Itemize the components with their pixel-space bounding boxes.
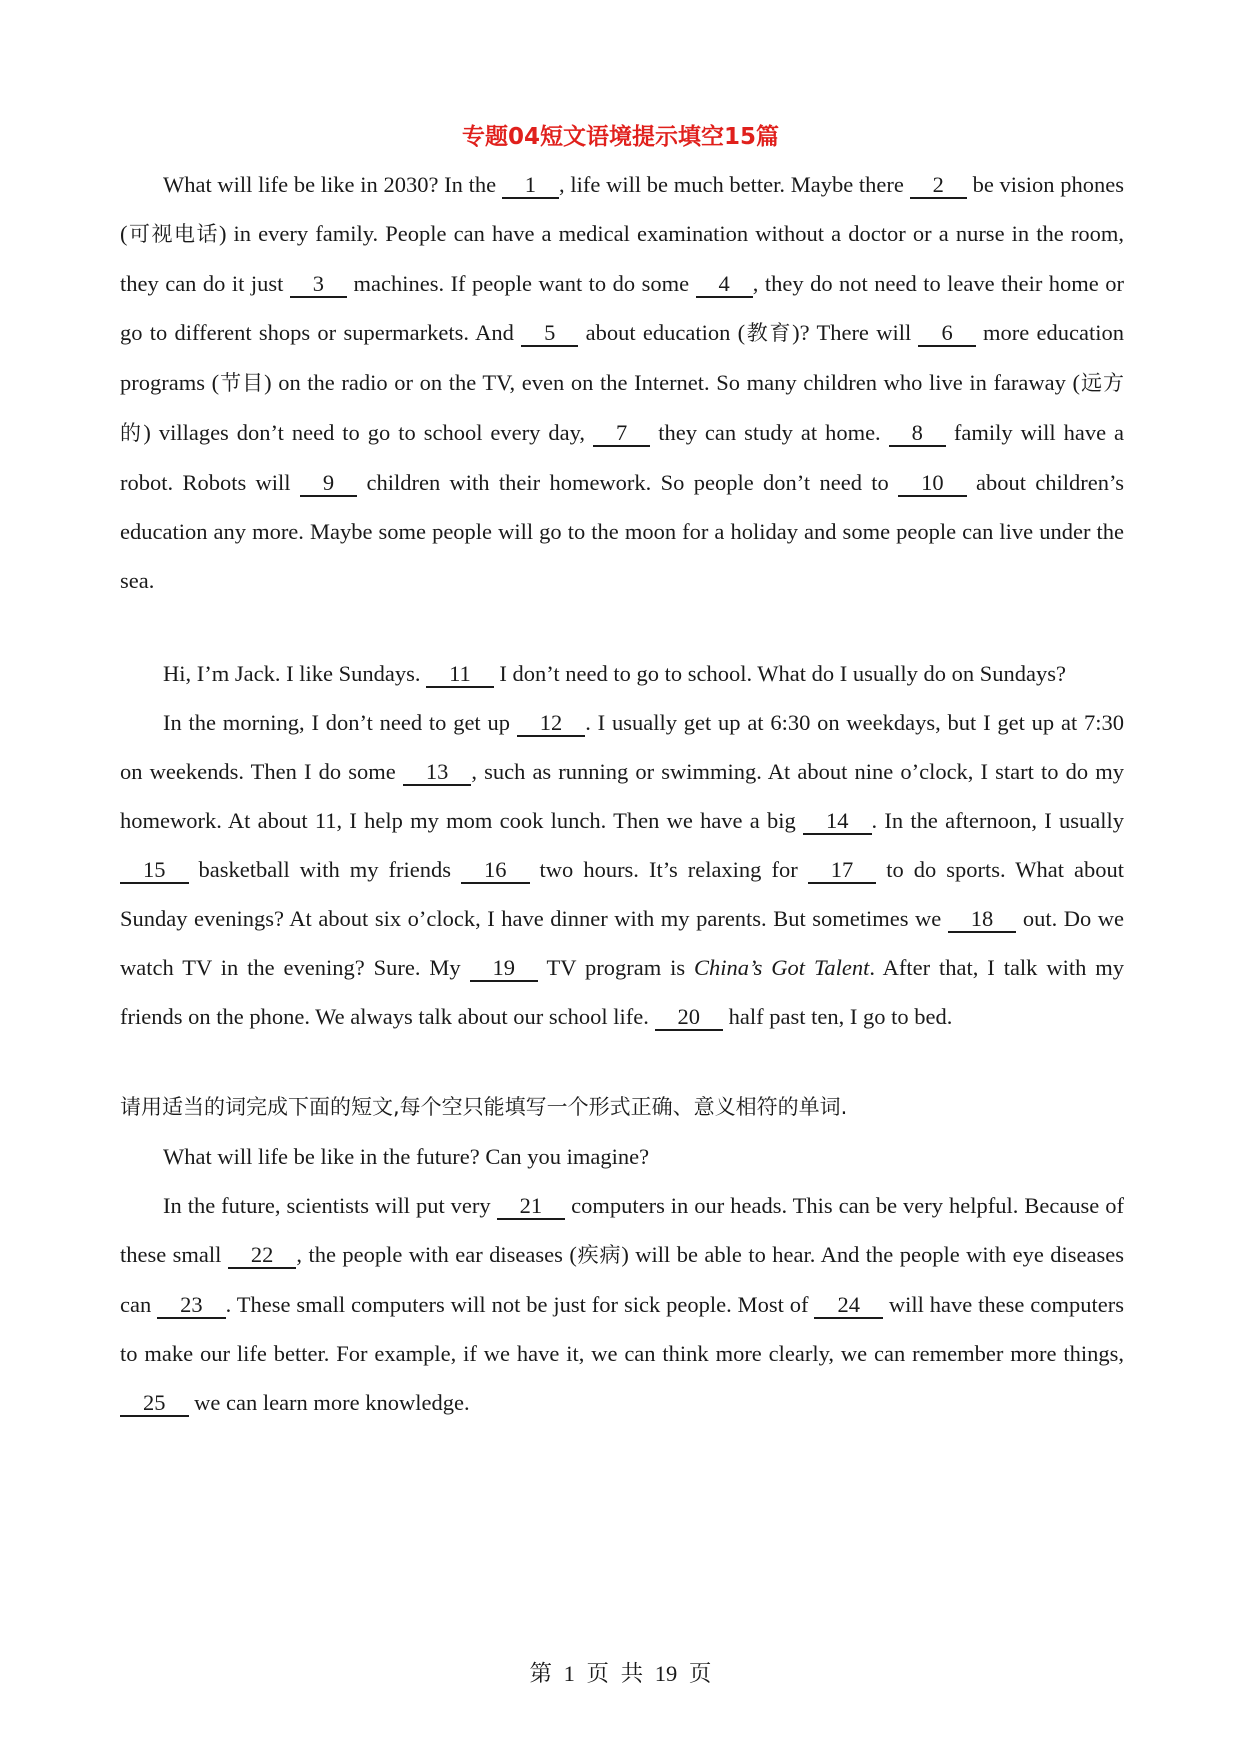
blank-2: 2 bbox=[910, 172, 967, 199]
blank-24: 24 bbox=[814, 1292, 883, 1319]
blank-3: 3 bbox=[290, 271, 347, 298]
blank-14: 14 bbox=[803, 808, 872, 835]
blank-13: 13 bbox=[403, 759, 472, 786]
passage-2-body: In the morning, I don’t need to get up 12 . I usually get up at 6:30 on weekdays, but I get up at 7:30 on weekends. Then I do some 13 , such as running or swimming. At about nine o’clock, I start to do my homework. At about 11, I help my mom cook lunch. Then we have a big 14 . In the afternoon, I usually 15 basketball with my friends 16 two hours. It’s relaxing for 17 to do sports. What about Sunday evenings? At about six o’clock, I have dinner with my parents. But sometimes we 18 out. Do we watch TV in the evening? Sure. My 19 TV program is China’s Got Talent. After that, I talk with my friends on the phone. We always talk about our school life. 20 half past ten, I go to bed. bbox=[120, 710, 1124, 1029]
instruction-text: 请用适当的词完成下面的短文,每个空只能填写一个形式正确、意义相符的单词. bbox=[120, 1095, 848, 1119]
blank-5: 5 bbox=[521, 320, 578, 347]
blank-22: 22 bbox=[228, 1242, 297, 1269]
passage-1: What will life be like in 2030? In the 1 , life will be much better. Maybe there 2 be vision phones (可视电话) in every family. People can have a medical examination without a doctor or a nurse in the room, they can do it just 3 machines. If people want to do some 4 , they do not need to leave their home or go to different shops or supermarkets. And 5 about education (教育)? There will 6 more education programs (节目) on the radio or on the TV, even on the Internet. So many children who live in faraway (远方的) villages don’t need to go to school every day, 7 they can study at home. 8 family will have a robot. Robots will 9 children with their homework. So people don’t need to 10 about children’s education any more. Maybe some people will go to the moon for a holiday and some people can live under the sea. bbox=[120, 172, 1125, 593]
blank-19: 19 bbox=[470, 955, 539, 982]
blank-25: 25 bbox=[120, 1390, 189, 1417]
passage-3-body: In the future, scientists will put very 21 computers in our heads. This can be very helpful. Because of these small 22 , the people with ear diseases (疾病) will be able to hear. And the people with eye diseases can 23 . These small computers will not be just for sick people. Most of 24 will have these computers to make our life better. For example, if we have it, we can think more clearly, we can remember more things, 25 we can learn more knowledge. bbox=[120, 1193, 1125, 1415]
page-title: 专题04短文语境提示填空15篇 bbox=[461, 124, 779, 150]
passage-3-question: What will life be like in the future? Can you imagine? bbox=[163, 1144, 650, 1169]
blank-6: 6 bbox=[918, 320, 975, 347]
blank-9: 9 bbox=[300, 470, 357, 497]
passage-2-intro: Hi, I’m Jack. I like Sundays. 11 I don’t need to go to school. What do I usually do on Sundays? bbox=[163, 661, 1066, 686]
spacer bbox=[120, 605, 1124, 649]
blank-8: 8 bbox=[889, 420, 946, 447]
blank-18: 18 bbox=[948, 906, 1017, 933]
blank-7: 7 bbox=[593, 420, 650, 447]
blank-15: 15 bbox=[120, 857, 189, 884]
blank-16: 16 bbox=[461, 857, 530, 884]
blank-17: 17 bbox=[808, 857, 877, 884]
program-title: China’s Got Talent bbox=[694, 955, 870, 980]
blank-23: 23 bbox=[157, 1292, 226, 1319]
spacer bbox=[120, 1041, 1124, 1083]
blank-21: 21 bbox=[497, 1193, 566, 1220]
blank-1: 1 bbox=[502, 172, 559, 199]
page-footer: 第 1 页 共 19 页 bbox=[529, 1661, 712, 1686]
blank-10: 10 bbox=[898, 470, 967, 497]
blank-20: 20 bbox=[655, 1004, 724, 1031]
blank-4: 4 bbox=[696, 271, 753, 298]
blank-11: 11 bbox=[426, 661, 494, 688]
document-body bbox=[120, 160, 1124, 1427]
blank-12: 12 bbox=[517, 710, 586, 737]
